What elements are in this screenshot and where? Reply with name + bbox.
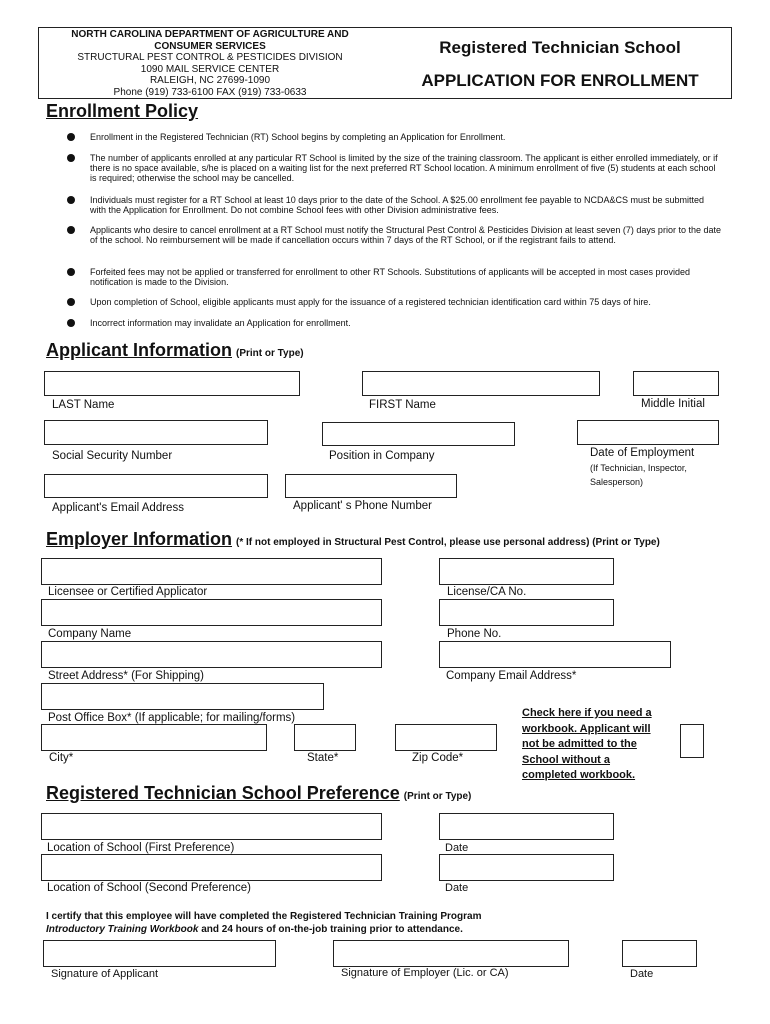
first-name-input[interactable] — [362, 371, 600, 396]
form-title: Registered Technician School — [439, 38, 681, 57]
zip-input[interactable] — [395, 724, 497, 751]
bullet-icon — [67, 154, 75, 162]
second-preference-date-label: Date — [445, 882, 469, 894]
email-label: Applicant's Email Address — [52, 502, 184, 514]
policy-item: Incorrect information may invalidate an Application for enrollment. — [62, 318, 722, 328]
second-preference-input[interactable] — [41, 854, 382, 881]
second-preference-date-input[interactable] — [439, 854, 614, 881]
date-note-2: Salesperson) — [590, 477, 644, 487]
company-email-label: Company Email Address* — [446, 670, 577, 682]
applicant-signature-label: Signature of Applicant — [51, 968, 159, 980]
first-preference-date-label: Date — [445, 842, 469, 854]
policy-item: Individuals must register for a RT School at least 10 days prior to the date of the School. A $25.00 enrollment fee payable to NCDA&CS must be submitted with the Application for Enrollment. Do not combine School fees with other Division administrative fees. — [62, 195, 722, 215]
policy-item: The number of applicants enrolled at any particular RT School is limited by the size of the training classroom. The applicant is either enrolled immediately, or if there is no space available, s/he is placed on a waiting list for the next preferred RT School location. A minimum enrollment of five (5) students at each school is required; otherwise the school may be cancelled. — [62, 153, 722, 183]
licensee-label: Licensee or Certified Applicator — [48, 586, 208, 598]
zip-label: Zip Code* — [412, 752, 464, 764]
date-employment-label: Date of Employment — [590, 447, 695, 459]
first-preference-input[interactable] — [41, 813, 382, 840]
state-label: State* — [307, 752, 339, 764]
policy-item: Applicants who desire to cancel enrollment at a RT School must notify the Structural Pest Control & Pesticides Division at least seven (7) days prior to the date of the school. No reimbursement will be made if cancellation occurs within 7 days of the RT School, or if the registrant fails to attend. — [62, 225, 722, 245]
company-phone-label: Phone No. — [447, 628, 502, 640]
po-box-label: Post Office Box* (If applicable; for mailing/forms) — [48, 712, 296, 724]
policy-item: Enrollment in the Registered Technician (RT) School begins by completing an Application for Enrollment. — [62, 132, 722, 142]
signature-date-input[interactable] — [622, 940, 697, 967]
employer-heading: Employer Information (* If not employed in Structural Pest Control, please use personal address) (Print or Type) — [46, 529, 660, 549]
position-label: Position in Company — [329, 450, 435, 462]
address-line-2: RALEIGH, NC 27699-1090 — [149, 75, 271, 86]
agency-name-1: NORTH CAROLINA DEPARTMENT OF AGRICULTURE AND — [71, 29, 349, 40]
bullet-icon — [67, 133, 75, 141]
company-label: Company Name — [48, 628, 132, 640]
license-no-label: License/CA No. — [447, 586, 527, 598]
ssn-input[interactable] — [44, 420, 268, 445]
agency-name-2: CONSUMER SERVICES — [154, 40, 266, 52]
bullet-icon — [67, 268, 75, 276]
company-email-input[interactable] — [439, 641, 671, 668]
bullet-icon — [67, 196, 75, 204]
bullet-icon — [67, 319, 75, 327]
middle-initial-label: Middle Initial — [641, 398, 705, 410]
second-preference-label: Location of School (Second Preference) — [47, 882, 251, 894]
state-input[interactable] — [294, 724, 356, 751]
policy-item: Upon completion of School, eligible applicants must apply for the issuance of a registered technician identification card within 75 days of hire. — [62, 297, 722, 307]
position-input[interactable] — [322, 422, 515, 446]
date-employment-input[interactable] — [577, 420, 719, 445]
first-preference-date-input[interactable] — [439, 813, 614, 840]
address-line-1: 1090 MAIL SERVICE CENTER — [140, 63, 280, 75]
company-input[interactable] — [41, 599, 382, 626]
bullet-icon — [67, 298, 75, 306]
ssn-label: Social Security Number — [52, 450, 173, 462]
applicant-heading: Applicant Information (Print or Type) — [46, 340, 304, 360]
agency-block — [40, 29, 380, 98]
form-subtitle: APPLICATION FOR ENROLLMENT — [421, 71, 699, 90]
employer-signature-input[interactable] — [333, 940, 569, 967]
license-no-input[interactable] — [439, 558, 614, 585]
first-name-label: FIRST Name — [369, 399, 436, 411]
preference-heading: Registered Technician School Preference (Print or Type) — [46, 783, 472, 803]
city-input[interactable] — [41, 724, 267, 751]
po-box-input[interactable] — [41, 683, 324, 710]
applicant-signature-input[interactable] — [43, 940, 276, 967]
workbook-note: Check here if you need a workbook. Applicant will not be admitted to the School without a completed workbook. — [522, 707, 652, 781]
date-note-1: (If Technician, Inspector, — [590, 463, 687, 473]
first-preference-label: Location of School (First Preference) — [47, 842, 235, 854]
company-phone-input[interactable] — [439, 599, 614, 626]
employer-signature-label: Signature of Employer (Lic. or CA) — [341, 967, 509, 979]
phone-fax: Phone (919) 733-6100 FAX (919) 733-0633 — [113, 86, 307, 98]
phone-input[interactable] — [285, 474, 457, 498]
phone-label: Applicant' s Phone Number — [293, 500, 432, 512]
signature-date-label: Date — [630, 968, 654, 980]
email-input[interactable] — [44, 474, 268, 498]
division-name: STRUCTURAL PEST CONTROL & PESTICIDES DIVISION — [77, 52, 343, 63]
middle-initial-input[interactable] — [633, 371, 719, 396]
last-name-input[interactable] — [44, 371, 300, 396]
licensee-input[interactable] — [41, 558, 382, 585]
last-name-label: LAST Name — [52, 399, 115, 411]
street-label: Street Address* (For Shipping) — [48, 670, 204, 682]
bullet-icon — [67, 226, 75, 234]
workbook-checkbox[interactable] — [680, 724, 704, 758]
street-input[interactable] — [41, 641, 382, 668]
certification-text: I certify that this employee will have completed the Registered Technician Training Program Introductory Training Workbook and 24 hours of on-the-job training prior to attendance. — [46, 911, 482, 935]
city-label: City* — [49, 752, 74, 764]
policy-heading: Enrollment Policy — [46, 101, 199, 121]
policy-item: Forfeited fees may not be applied or transferred for enrollment to other RT Schools. Substitutions of applicants will be accepted in most cases provided notification is made to the Division. — [62, 267, 722, 287]
